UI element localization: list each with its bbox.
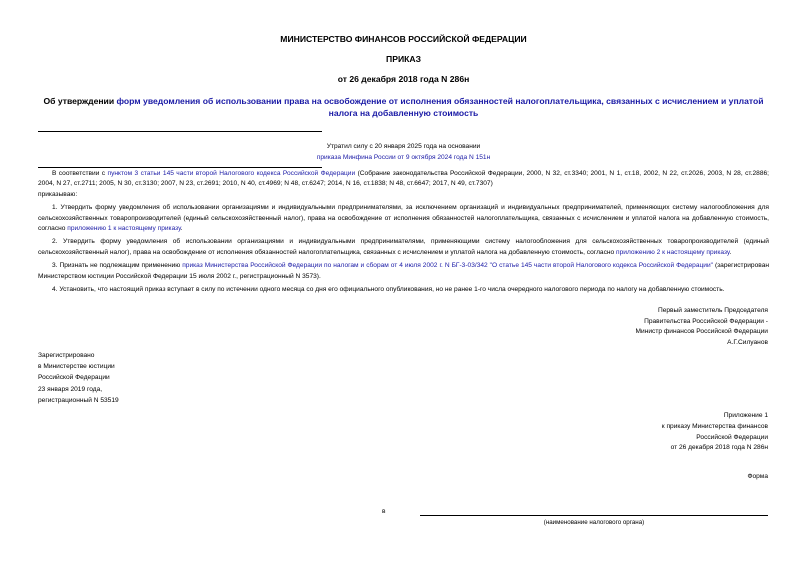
item-text: . xyxy=(729,248,732,256)
appendix-line: от 26 декабря 2018 года N 286н xyxy=(670,444,768,452)
appendix-block xyxy=(540,411,768,454)
item-text: 2. Утвердить форму уведомления об использовании организациями и индивидуальными предпринимателями, применяющими систему налогообложения для сельскохозяйственных товаропроизводителей (единый сельскохозяйственный налог), права на освобождение от исполнения обязанностей налогоплательщика, связанных с исчислением и уплатой налога на добавленную стоимость, согласно xyxy=(38,238,769,256)
registration-line: регистрационный N 53519 xyxy=(38,396,119,404)
item-text: . xyxy=(180,225,183,233)
item-paragraph-3 xyxy=(38,261,769,282)
doc-type-heading: ПРИКАЗ xyxy=(386,54,421,64)
form-label: Форма xyxy=(747,473,768,480)
document-body xyxy=(38,169,769,295)
item-link[interactable]: приказ Министерства Российской Федерации по налогам и сборам от 4 июля 2002 г. N БГ-3-03/342 "О статье 145 части второй Налогового кодекса Российской Федерации" xyxy=(182,262,713,270)
item-paragraph-4 xyxy=(38,285,769,295)
item-link[interactable]: приложению 2 к настоящему приказу xyxy=(616,248,730,256)
item-text: (зарегистрирован Министерством юстиции Российской Федерации 15 июля 2002 г., регистрационный N 3573). xyxy=(38,262,770,280)
signature-name: А.Г.Силуанов xyxy=(727,338,768,346)
document-title xyxy=(40,95,767,119)
ministry-heading: МИНИСТЕРСТВО ФИНАНСОВ РОССИЙСКОЙ ФЕДЕРАЦИИ xyxy=(280,34,527,44)
registration-line: в Министерстве юстиции xyxy=(38,363,115,371)
item-text: 4. Установить, что настоящий приказ вступает в силу по истечении одного месяца со дня его официального опубликования, но не ранее 1-го числа очередного налогового периода по налогу на добавленную стоимость. xyxy=(52,286,725,294)
item-paragraph-1 xyxy=(38,203,769,234)
divider-top xyxy=(38,131,322,132)
order-word: приказываю: xyxy=(38,190,78,198)
preamble-text: (Собрание законодательства Российской Федерации, 2000, N 32, ст.3340; 2001, N 1, ст.18, 2002, N 22, ст.2026, 2003, N 28, ст.2886; 2004, N 27, ст.2711; 2005, N 30, ст.3130; 2007, N 23, ст.2691; 2010, N 40, ст.4969; N 48, ст.6247; 2014, N 16, ст.1838; N 48, ст.6647; 2017, N 49, ст.7307) xyxy=(38,170,769,188)
appendix-line: к приказу Министерства финансов xyxy=(661,422,768,430)
item-text: 1. Утвердить форму уведомления об использовании организациями и индивидуальными предпринимателями, за исключением организаций и индивидуальных предпринимателей, применяющих систему налогообложения для сельскохозяйственных товаропроизводителей (единый сельскохозяйственный налог), права на освобождение от исполнения обязанностей налогоплательщика, связанных с исчислением и уплатой налога на добавленную стоимость, согласно xyxy=(38,204,769,233)
preamble-link[interactable]: пунктом 3 статьи 145 части второй Налогового кодекса Российской Федерации xyxy=(107,170,356,177)
title-link[interactable]: форм уведомления об использовании права на освобождение от исполнения обязанностей налогоплательщика, связанных с исчислением и уплатой налога на добавленную стоимость xyxy=(116,96,764,118)
item-link[interactable]: приложению 1 к настоящему приказу xyxy=(67,225,181,233)
signature-line: Первый заместитель Председателя xyxy=(657,307,768,314)
registration-block xyxy=(38,350,238,406)
preamble-paragraph xyxy=(38,169,769,190)
preamble-text: В соответствии с xyxy=(52,170,108,177)
tax-authority-caption: (наименование налогового органа) xyxy=(543,519,645,526)
signature-block xyxy=(500,306,768,348)
date-number-heading: от 26 декабря 2018 года N 286н xyxy=(337,74,470,84)
item-text: 3. Признать не подлежащим применению xyxy=(52,262,183,270)
appendix-line: Российской Федерации xyxy=(696,433,768,441)
tax-authority-field-line xyxy=(420,515,768,516)
status-note-line1: Утратил силу с 20 января 2025 года на основании xyxy=(326,143,481,150)
signature-line: Министр финансов Российской Федерации xyxy=(635,328,768,336)
status-note-link[interactable]: приказа Минфина России от 9 октября 2024 года N 151н xyxy=(316,154,491,161)
item-paragraph-2 xyxy=(38,237,769,258)
v-letter: в xyxy=(382,508,386,515)
registration-line: Зарегистрировано xyxy=(38,352,95,359)
divider-bottom xyxy=(38,167,322,168)
registration-line: Российской Федерации xyxy=(38,374,110,382)
appendix-line: Приложение 1 xyxy=(723,412,768,419)
signature-line: Правительства Российской Федерации - xyxy=(644,317,768,325)
title-prefix: Об утверждении xyxy=(43,96,117,106)
registration-line: 23 января 2019 года, xyxy=(38,385,103,393)
